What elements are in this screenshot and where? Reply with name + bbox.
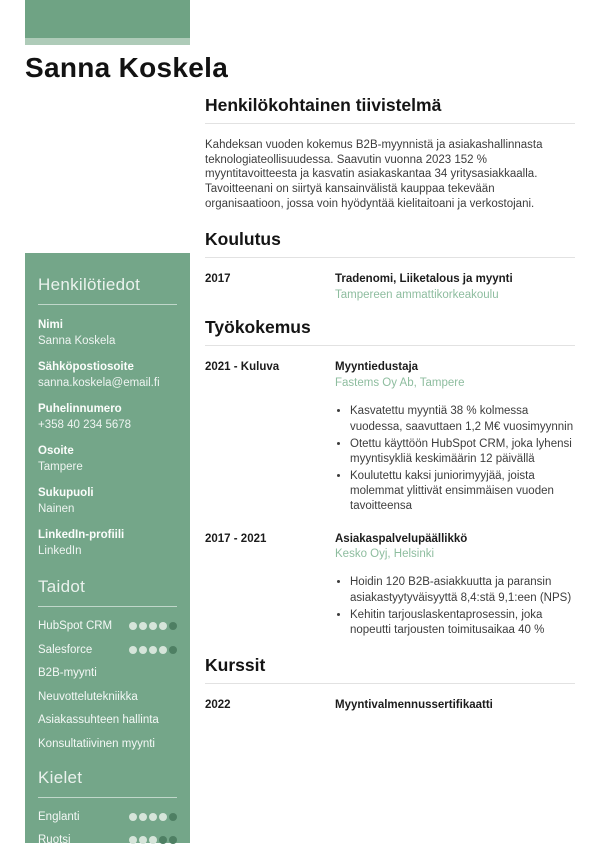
skill-label: Salesforce bbox=[38, 643, 93, 656]
section-divider bbox=[205, 123, 575, 124]
skill-row bbox=[38, 714, 177, 726]
section-education bbox=[205, 229, 575, 303]
experience-entries bbox=[205, 360, 575, 640]
sidebar-heading-personal: Henkilötiedot bbox=[38, 275, 177, 305]
field-value: Sanna Koskela bbox=[38, 334, 116, 347]
level-dot bbox=[129, 836, 137, 844]
level-dot bbox=[149, 836, 157, 844]
language-label: Englanti bbox=[38, 810, 80, 823]
sidebar-section-skills bbox=[38, 577, 177, 750]
timeline-entry bbox=[205, 698, 575, 713]
section-divider bbox=[205, 683, 575, 684]
level-dot bbox=[159, 622, 167, 630]
field-value: LinkedIn bbox=[38, 544, 82, 557]
skill-level-dots bbox=[129, 646, 177, 654]
field-label: Sukupuoli bbox=[38, 487, 94, 500]
entry-period: 2017 bbox=[205, 272, 231, 285]
level-dot bbox=[169, 813, 177, 821]
field-label: Osoite bbox=[38, 445, 74, 458]
skill-label: B2B-myynti bbox=[38, 667, 97, 680]
field-value: Tampere bbox=[38, 460, 83, 473]
field-label: Sähköpostiosoite bbox=[38, 361, 134, 374]
entry-body bbox=[335, 272, 575, 303]
entry-subtitle: Fastems Oy Ab, Tampere bbox=[335, 377, 465, 390]
personal-fields-list bbox=[38, 318, 177, 559]
entry-subtitle: Tampereen ammattikorkeakoulu bbox=[335, 288, 499, 301]
skill-row bbox=[38, 644, 177, 656]
level-dot bbox=[169, 836, 177, 844]
summary-text: Kahdeksan vuoden kokemus B2B-myynnistä ja asiakashallinnasta teknologiateollisuudessa. Saavutin vuonna 2023 152 % myyntitavoitteesta ja kasvatin asiakaskantaa 34 yritysasiakkaalla. Tavoitteenani on siirtyä kansainvälistä kauppaa tekevään organisaatioon, jossa voin hyödyntää kielitaitoani ja verkostojani. bbox=[205, 139, 543, 210]
personal-field bbox=[38, 318, 177, 349]
entry-bullet: • Koulutettu kaksi juniorimyyjää, joista molemmat ylittivät ensimmäisen vuoden tavoitteensa bbox=[350, 469, 575, 515]
level-dot bbox=[139, 646, 147, 654]
field-label: Nimi bbox=[38, 319, 63, 331]
entry-title: Asiakaspalvelupäällikkö bbox=[335, 532, 468, 545]
skill-row bbox=[38, 691, 177, 703]
level-dot bbox=[129, 622, 137, 630]
language-level-dots bbox=[129, 813, 177, 821]
entry-title: Myyntiedustaja bbox=[335, 361, 419, 374]
language-level-dots bbox=[129, 836, 177, 844]
entry-bullets bbox=[350, 404, 575, 514]
timeline-entry bbox=[205, 360, 575, 516]
entry-period: 2022 bbox=[205, 699, 231, 712]
level-dot bbox=[139, 622, 147, 630]
level-dot bbox=[139, 836, 147, 844]
personal-field bbox=[38, 486, 177, 517]
languages-list bbox=[38, 811, 177, 847]
timeline-entry bbox=[205, 272, 575, 303]
field-value: Nainen bbox=[38, 502, 75, 515]
skill-row bbox=[38, 738, 177, 750]
entry-bullet: • Otettu käyttöön HubSpot CRM, joka lyhensi myyntisykliä keskimäärin 12 päivällä bbox=[350, 437, 575, 467]
section-courses bbox=[205, 655, 575, 713]
skill-label: HubSpot CRM bbox=[38, 620, 113, 633]
skill-row bbox=[38, 620, 177, 632]
section-divider bbox=[205, 345, 575, 346]
skill-level-dots bbox=[129, 622, 177, 630]
language-row bbox=[38, 834, 177, 846]
personal-field bbox=[38, 402, 177, 433]
level-dot bbox=[169, 646, 177, 654]
entry-bullet: • Hoidin 120 B2B-asiakkuutta ja paransin asiakastyytyväisyyttä 8,4:stä 9,1:een (NPS) bbox=[350, 575, 575, 605]
field-label: Puhelinnumero bbox=[38, 403, 122, 416]
skill-label: Neuvottelutekniikka bbox=[38, 690, 138, 703]
courses-entries bbox=[205, 698, 575, 713]
language-row bbox=[38, 811, 177, 823]
sidebar-section-personal bbox=[38, 275, 177, 559]
summary-heading: Henkilökohtainen tiivistelmä bbox=[205, 95, 442, 115]
personal-field bbox=[38, 360, 177, 391]
entry-subtitle: Kesko Oyj, Helsinki bbox=[335, 548, 435, 561]
level-dot bbox=[129, 646, 137, 654]
entry-title: Myyntivalmennussertifikaatti bbox=[335, 699, 493, 712]
sidebar-heading-skills: Taidot bbox=[38, 577, 177, 607]
entry-bullets bbox=[350, 575, 575, 638]
entry-body bbox=[335, 698, 575, 713]
field-label: LinkedIn-profiili bbox=[38, 529, 125, 542]
level-dot bbox=[159, 836, 167, 844]
personal-field bbox=[38, 528, 177, 559]
level-dot bbox=[129, 813, 137, 821]
education-heading: Koulutus bbox=[205, 228, 281, 249]
level-dot bbox=[139, 813, 147, 821]
field-value: sanna.koskela@email.fi bbox=[38, 376, 160, 389]
level-dot bbox=[149, 622, 157, 630]
courses-heading: Kurssit bbox=[205, 655, 266, 676]
entry-period: 2017 - 2021 bbox=[205, 532, 267, 545]
language-label: Ruotsi bbox=[38, 834, 71, 847]
timeline-entry bbox=[205, 532, 575, 641]
skills-list bbox=[38, 620, 177, 750]
personal-field bbox=[38, 444, 177, 475]
page-title: Sanna Koskela bbox=[25, 52, 229, 83]
level-dot bbox=[159, 646, 167, 654]
level-dot bbox=[149, 813, 157, 821]
skill-label: Konsultatiivinen myynti bbox=[38, 737, 155, 750]
entry-bullet: • Kasvatettu myyntiä 38 % kolmessa vuodessa, saavuttaen 1,2 M€ vuosimyynnin bbox=[350, 404, 575, 434]
level-dot bbox=[159, 813, 167, 821]
header-accent-block bbox=[25, 0, 190, 38]
education-entries bbox=[205, 272, 575, 303]
entry-title: Tradenomi, Liiketalous ja myynti bbox=[335, 272, 513, 285]
entry-period: 2021 - Kuluva bbox=[205, 361, 280, 374]
header-accent-strip bbox=[25, 38, 190, 45]
main-content bbox=[205, 95, 575, 728]
sidebar bbox=[25, 253, 190, 847]
level-dot bbox=[169, 622, 177, 630]
level-dot bbox=[149, 646, 157, 654]
section-experience bbox=[205, 317, 575, 640]
entry-body bbox=[335, 532, 575, 641]
section-summary bbox=[205, 95, 575, 212]
entry-body bbox=[335, 360, 575, 516]
entry-bullet: • Kehitin tarjouslaskentaprosessin, joka nopeutti tarjousten toimitusaikaa 40 % bbox=[350, 608, 575, 638]
skill-row bbox=[38, 667, 177, 679]
skill-label: Asiakassuhteen hallinta bbox=[38, 714, 159, 727]
experience-heading: Työkokemus bbox=[205, 317, 311, 338]
section-divider bbox=[205, 257, 575, 258]
sidebar-section-languages bbox=[38, 768, 177, 847]
field-value: +358 40 234 5678 bbox=[38, 418, 132, 431]
sidebar-heading-languages: Kielet bbox=[38, 768, 177, 798]
